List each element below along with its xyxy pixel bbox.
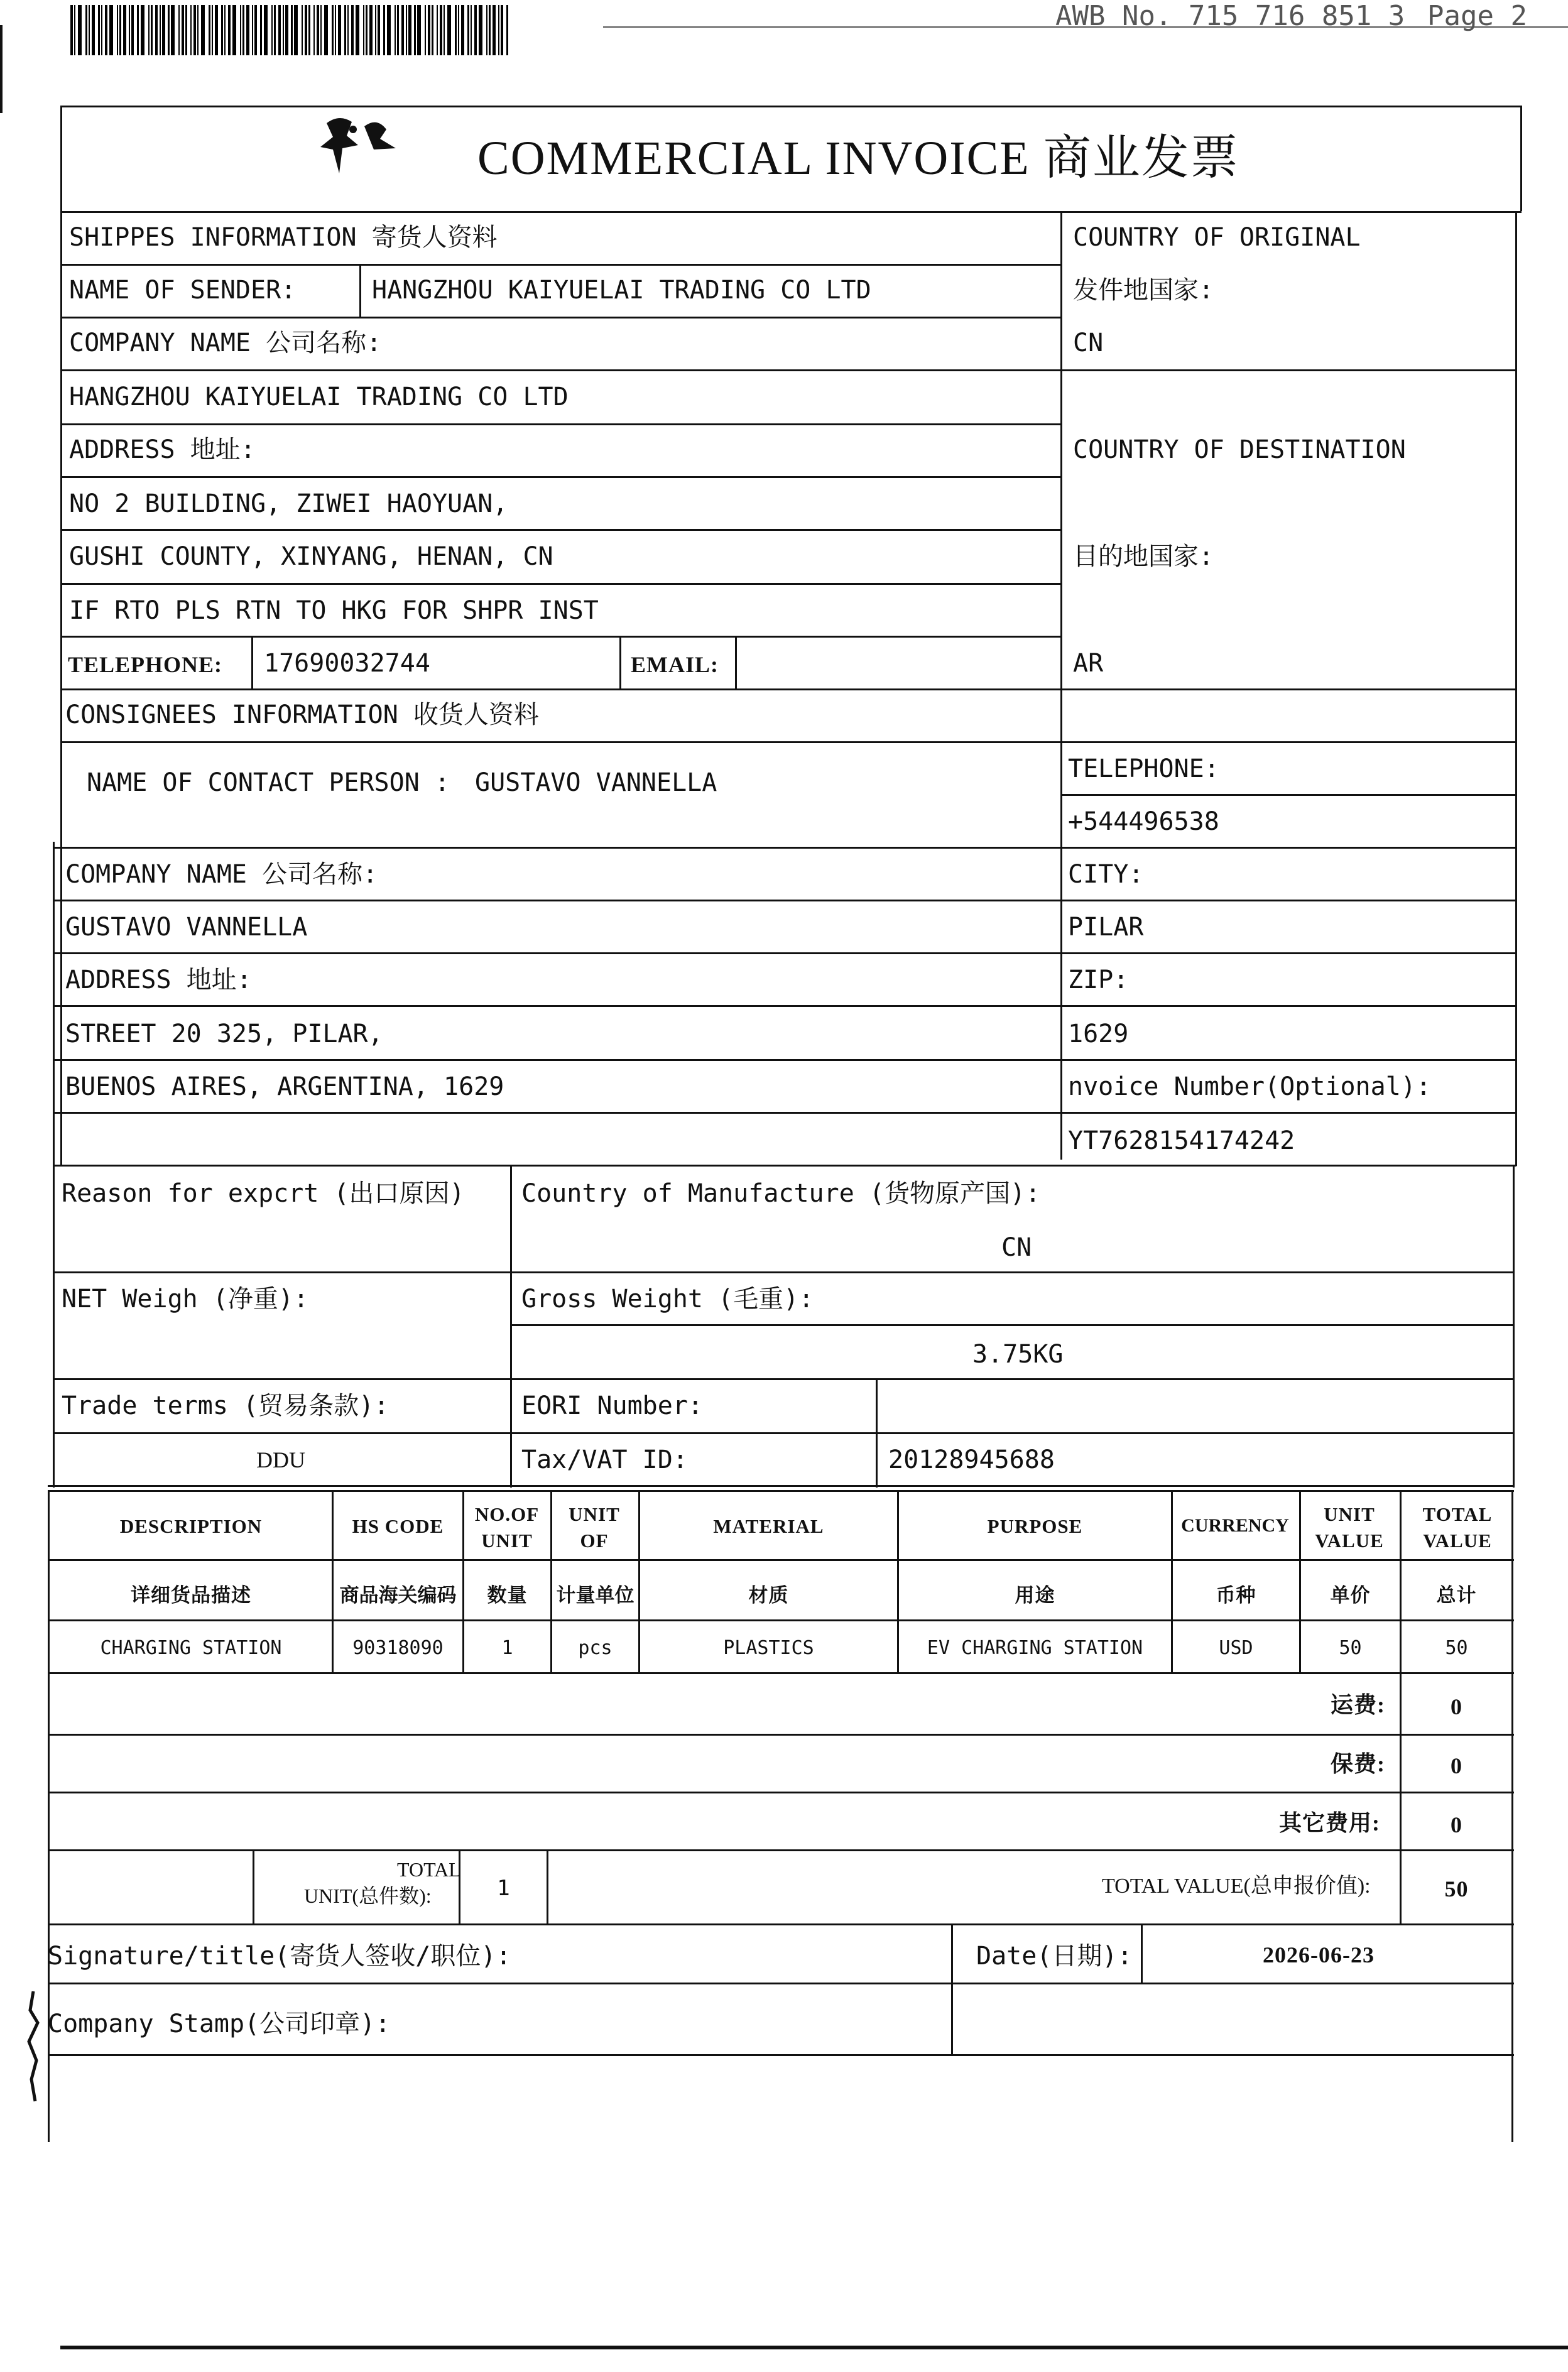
- barcode-bar: [417, 5, 421, 55]
- header-cn-material: 材质: [748, 1584, 789, 1606]
- tax-id-value: 20128945688: [888, 1445, 1055, 1474]
- manufacture-value: CN: [1001, 1233, 1032, 1262]
- barcode-bar: [283, 5, 284, 55]
- barcode-bar: [335, 5, 336, 55]
- net-weight-label: NET Weigh (净重):: [62, 1285, 309, 1314]
- barcode-bar: [302, 5, 303, 55]
- consignee-zip-value: 1629: [1068, 1020, 1129, 1048]
- barcode-bar: [193, 5, 196, 55]
- header-cn-description: 详细货品描述: [131, 1584, 251, 1606]
- barcode-bar: [366, 5, 368, 55]
- barcode-bar: [444, 5, 445, 55]
- barcode-bar: [190, 5, 192, 55]
- header-currency: CURRENCY: [1181, 1515, 1289, 1536]
- contact-person-value: GUSTAVO VANNELLA: [475, 768, 717, 797]
- item-description: CHARGING STATION: [100, 1637, 282, 1659]
- barcode-bar: [224, 5, 226, 55]
- barcode-bar: [92, 5, 95, 55]
- invoice-number-value: YT7628154174242: [1068, 1126, 1295, 1155]
- barcode-bar: [242, 5, 244, 55]
- total-unit-label-2: UNIT(总件数):: [304, 1885, 432, 1907]
- shipper-address-line1: NO 2 BUILDING, ZIWEI HAOYUAN,: [69, 489, 508, 518]
- barcode-bar: [98, 5, 100, 55]
- other-fees-value: 0: [1451, 1812, 1462, 1837]
- header-cn-currency: 币种: [1216, 1584, 1256, 1606]
- header-cn-total: 总计: [1436, 1584, 1477, 1606]
- barcode-bar: [344, 5, 346, 55]
- total-value-label: TOTAL VALUE(总申报价值):: [1102, 1874, 1371, 1898]
- shipper-address-label: ADDRESS 地址:: [69, 435, 256, 464]
- consignee-city-label: CITY:: [1068, 860, 1144, 889]
- barcode-bar: [182, 5, 184, 55]
- barcode-bar: [461, 5, 464, 55]
- header-no-of-unit: NO.OF UNIT: [474, 1503, 540, 1552]
- barcode-bar: [162, 5, 165, 55]
- origin-value: CN: [1073, 329, 1104, 357]
- item-currency: USD: [1219, 1637, 1253, 1659]
- barcode-bar: [240, 5, 241, 55]
- date-value: 2026-06-23: [1263, 1942, 1375, 1967]
- barcode-bar: [294, 5, 298, 55]
- shipper-telephone-label: TELEPHONE:: [68, 652, 223, 677]
- barcode-bar: [363, 5, 364, 55]
- eori-label: EORI Number:: [521, 1391, 703, 1420]
- barcode-bar: [467, 5, 469, 55]
- barcode-bar: [489, 5, 491, 55]
- barcode-bar: [498, 5, 499, 55]
- shipper-section-label: SHIPPES INFORMATION 寄货人资料: [69, 223, 498, 252]
- barcode-bar: [117, 5, 118, 55]
- invoice-number-label: nvoice Number(Optional):: [1068, 1072, 1431, 1101]
- shipper-telephone-value: 17690032744: [264, 649, 430, 678]
- barcode-bar: [317, 5, 319, 55]
- barcode-bar: [447, 5, 451, 55]
- barcode-bar: [305, 5, 307, 55]
- destination-label-cn: 目的地国家:: [1073, 542, 1214, 571]
- barcode-bar: [313, 5, 315, 55]
- barcode-bar: [455, 5, 457, 55]
- logo-mark: [314, 111, 408, 180]
- barcode-bar: [254, 5, 257, 55]
- header-material: MATERIAL: [713, 1515, 824, 1537]
- barcode-bar: [160, 5, 161, 55]
- barcode-bar: [351, 5, 354, 55]
- barcode-bar: [171, 5, 175, 55]
- contact-person-label: NAME OF CONTACT PERSON :: [87, 768, 450, 797]
- barcode-bar: [375, 5, 376, 55]
- barcode-bar: [212, 5, 213, 55]
- shipper-address-line2: GUSHI COUNTY, XINYANG, HENAN, CN: [69, 542, 553, 571]
- barcode-bar: [387, 5, 391, 55]
- barcode-bar: [479, 5, 482, 55]
- barcode-bar: [89, 5, 90, 55]
- barcode-bar: [397, 5, 399, 55]
- barcode-bar: [406, 5, 407, 55]
- barcode-bar: [129, 5, 130, 55]
- header-cn-unit-value: 单价: [1330, 1584, 1371, 1606]
- header-unit-value: UNIT VALUE: [1315, 1503, 1384, 1552]
- barcode-bar: [228, 5, 231, 55]
- shipper-company-value: HANGZHOU KAIYUELAI TRADING CO LTD: [69, 383, 569, 411]
- destination-value: AR: [1073, 649, 1104, 678]
- insurance-label: 保费:: [1331, 1751, 1385, 1776]
- barcode-bar: [474, 5, 477, 55]
- barcode-bar: [401, 5, 404, 55]
- item-unit: pcs: [578, 1637, 612, 1659]
- barcode-bar: [168, 5, 170, 55]
- barcode-bar: [338, 5, 341, 55]
- trade-terms-label: Trade terms (贸易条款):: [62, 1391, 389, 1420]
- page-number: Page 2: [1427, 0, 1527, 32]
- barcode-bar: [178, 5, 180, 55]
- barcode-bar: [260, 5, 262, 55]
- item-hs-code: 90318090: [352, 1637, 444, 1659]
- item-purpose: EV CHARGING STATION: [927, 1637, 1143, 1659]
- barcode-bar: [215, 5, 218, 55]
- item-total-value: 50: [1445, 1637, 1468, 1659]
- destination-label-en: COUNTRY OF DESTINATION: [1073, 435, 1406, 464]
- barcode-bar: [408, 5, 411, 55]
- item-quantity: 1: [501, 1637, 513, 1659]
- insurance-value: 0: [1451, 1753, 1462, 1778]
- consignee-company-label: COMPANY NAME 公司名称:: [65, 860, 378, 889]
- barcode-bar: [308, 5, 310, 55]
- awb-number: AWB No. 715 716 851 3: [1055, 0, 1405, 32]
- total-value: 50: [1444, 1876, 1469, 1901]
- barcode-bar: [123, 5, 126, 55]
- barcode-bar: [332, 5, 334, 55]
- barcode-bar: [105, 5, 107, 55]
- barcode: [70, 5, 514, 55]
- header-total-value: TOTAL VALUE: [1422, 1503, 1493, 1552]
- consignee-address-line1: STREET 20 325, PILAR,: [65, 1020, 383, 1048]
- barcode-bar: [119, 5, 121, 55]
- barcode-bar: [101, 5, 102, 55]
- barcode-bar: [458, 5, 459, 55]
- header-purpose: PURPOSE: [987, 1515, 1083, 1537]
- barcode-bar: [151, 5, 153, 55]
- consignee-telephone-value: +544496538: [1068, 807, 1219, 836]
- consignee-zip-label: ZIP:: [1068, 966, 1129, 994]
- barcode-bar: [395, 5, 396, 55]
- barcode-bar: [74, 5, 75, 55]
- date-label: Date(日期):: [976, 1942, 1133, 1971]
- barcode-bar: [320, 5, 322, 55]
- barcode-bar: [78, 5, 82, 55]
- barcode-bar: [185, 5, 187, 55]
- barcode-bar: [471, 5, 472, 55]
- header-unit-of: UNIT OF: [569, 1503, 620, 1552]
- barcode-bar: [347, 5, 349, 55]
- barcode-bar: [369, 5, 373, 55]
- invoice-title: COMMERCIAL INVOICE 商业发票: [477, 132, 1239, 185]
- company-stamp-label: Company Stamp(公司印章):: [48, 2010, 391, 2038]
- freight-value: 0: [1451, 1694, 1462, 1719]
- header-hs-code: HS CODE: [352, 1515, 444, 1537]
- barcode-bar: [324, 5, 328, 55]
- barcode-bar: [437, 5, 438, 55]
- header-cn-purpose: 用途: [1015, 1584, 1055, 1606]
- sender-name-label: NAME OF SENDER:: [69, 276, 297, 305]
- barcode-bar: [141, 5, 144, 55]
- origin-label-cn: 发件地国家:: [1073, 276, 1214, 305]
- consignee-address-label: ADDRESS 地址:: [65, 966, 252, 994]
- consignee-address-line2: BUENOS AIRES, ARGENTINA, 1629: [65, 1072, 504, 1101]
- barcode-bar: [148, 5, 150, 55]
- total-unit-value: 1: [497, 1876, 510, 1901]
- barcode-bar: [486, 5, 487, 55]
- barcode-bar: [356, 5, 359, 55]
- export-reason-label: Reason for expcrt (出口原因): [62, 1179, 465, 1208]
- barcode-bar: [221, 5, 223, 55]
- header-cn-quantity: 数量: [487, 1584, 528, 1606]
- shipper-email-label: EMAIL:: [631, 652, 719, 677]
- barcode-bar: [109, 5, 113, 55]
- barcode-bar: [506, 5, 508, 55]
- left-edge-mark: [0, 25, 3, 113]
- barcode-bar: [155, 5, 158, 55]
- barcode-bar: [137, 5, 139, 55]
- barcode-bar: [383, 5, 385, 55]
- barcode-bar: [432, 5, 433, 55]
- freight-label: 运费:: [1331, 1692, 1385, 1717]
- tax-id-label: Tax/VAT ID:: [521, 1445, 688, 1474]
- barcode-bar: [197, 5, 199, 55]
- origin-label-en: COUNTRY OF ORIGINAL: [1073, 223, 1361, 252]
- consignee-section-label: CONSIGNEES INFORMATION 收货人资料: [65, 700, 539, 729]
- item-unit-value: 50: [1339, 1637, 1362, 1659]
- consignee-city-value: PILAR: [1068, 913, 1144, 942]
- barcode-bar: [131, 5, 134, 55]
- barcode-bar: [232, 5, 236, 55]
- consignee-company-value: GUSTAVO VANNELLA: [65, 913, 308, 942]
- barcode-bar: [278, 5, 281, 55]
- trade-terms-value: DDU: [256, 1447, 305, 1472]
- barcode-bar: [378, 5, 380, 55]
- barcode-bar: [425, 5, 426, 55]
- barcode-bar: [271, 5, 273, 55]
- barcode-bar: [264, 5, 268, 55]
- margin-squiggle: [18, 1991, 49, 2104]
- header-cn-unit: 计量单位: [556, 1584, 634, 1606]
- header-cn-hs-code: 商品海关编码: [339, 1584, 457, 1606]
- barcode-bar: [501, 5, 503, 55]
- header-description: DESCRIPTION: [119, 1515, 263, 1537]
- barcode-bar: [285, 5, 288, 55]
- signature-label: Signature/title(寄货人签收/职位):: [48, 1942, 511, 1971]
- bottom-rule: [60, 2346, 1568, 2349]
- barcode-bar: [70, 5, 73, 55]
- barcode-bar: [274, 5, 276, 55]
- sender-name-value: HANGZHOU KAIYUELAI TRADING CO LTD: [372, 276, 871, 305]
- barcode-bar: [209, 5, 210, 55]
- barcode-bar: [414, 5, 416, 55]
- shipper-address-line3: IF RTO PLS RTN TO HKG FOR SHPR INST: [69, 596, 599, 625]
- total-unit-label-1: TOTAL: [397, 1858, 461, 1881]
- barcode-bar: [246, 5, 249, 55]
- barcode-bar: [428, 5, 430, 55]
- other-fees-label: 其它费用:: [1279, 1810, 1380, 1836]
- barcode-bar: [440, 5, 442, 55]
- barcode-bar: [252, 5, 253, 55]
- barcode-bar: [85, 5, 87, 55]
- shipper-company-label: COMPANY NAME 公司名称:: [69, 329, 382, 357]
- barcode-bar: [201, 5, 205, 55]
- gross-weight-label: Gross Weight (毛重):: [521, 1285, 814, 1314]
- consignee-telephone-label: TELEPHONE:: [1068, 754, 1219, 783]
- gross-weight-value: 3.75KG: [972, 1340, 1064, 1369]
- barcode-bar: [493, 5, 496, 55]
- item-material: PLASTICS: [723, 1637, 814, 1659]
- barcode-bar: [291, 5, 293, 55]
- manufacture-label: Country of Manufacture (货物原产国):: [521, 1179, 1041, 1208]
